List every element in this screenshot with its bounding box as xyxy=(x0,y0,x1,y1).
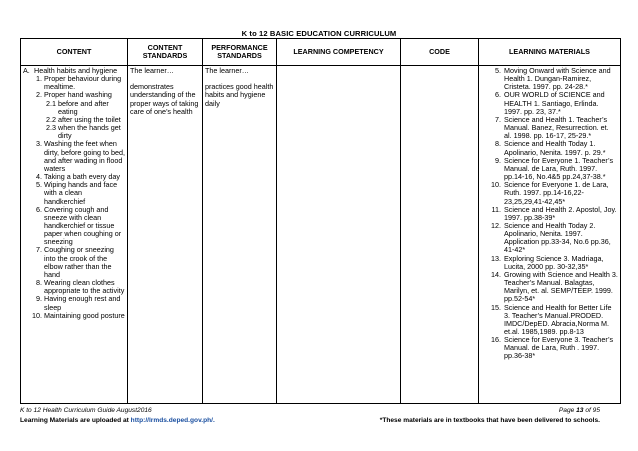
content-item-number: 2.1 xyxy=(46,98,56,108)
learning-material-number: 5. xyxy=(495,66,501,75)
content-standards-cell xyxy=(128,66,203,404)
learning-material-item xyxy=(481,67,618,91)
content-standards-lead: The learner… xyxy=(130,66,174,75)
learning-material-number: 13. xyxy=(491,253,501,263)
content-list-item xyxy=(31,206,125,247)
learning-material-number: 15. xyxy=(491,302,501,312)
content-item-text: Having enough rest and sleep xyxy=(44,294,121,312)
performance-standards-cell xyxy=(203,66,277,404)
learning-material-item xyxy=(481,181,618,205)
learning-material-text: Science and Health 1. Teacher’s Manual. Banez, Resurrection. et. al. 1998. pp. 16-17, 25-29.* xyxy=(504,114,609,141)
table-row xyxy=(21,66,621,404)
learning-material-text: OUR WORLD of SCIENCE and HEALTH 1. Santiago, Erlinda. 1997. pp. 23, 37.* xyxy=(504,90,605,116)
content-item-number: 2.3 xyxy=(46,123,56,133)
content-item-text: Proper hand washing xyxy=(44,90,112,100)
footer-page-number xyxy=(559,407,600,414)
learning-material-number: 14. xyxy=(491,269,501,279)
content-item-number: 4. xyxy=(36,172,42,182)
learning-material-number: 11. xyxy=(491,204,501,214)
learning-material-item xyxy=(481,336,618,360)
col-header-content: CONTENT xyxy=(21,39,128,66)
col-header-learning-materials: LEARNING MATERIALS xyxy=(479,39,621,66)
content-item-number: 7. xyxy=(36,245,42,255)
performance-standards-lead: The learner… xyxy=(205,66,249,75)
footer-textbook-note: *These materials are in textbooks that have been delivered to schools. xyxy=(379,417,600,424)
content-items xyxy=(23,75,125,320)
learning-material-number: 9. xyxy=(495,155,501,165)
content-item-number: 2. xyxy=(36,90,42,100)
col-header-performance-standards: PERFORMANCE STANDARDS xyxy=(203,39,277,66)
page-num: 13 xyxy=(576,407,584,414)
learning-material-text: Science for Everyone 3. Teacher’s Manual. de Lara, Ruth . 1997. pp.36-38* xyxy=(504,335,614,361)
content-cell xyxy=(21,66,128,404)
content-standards-text: demonstrates understanding of the proper ways of taking care of one’s health xyxy=(130,82,199,116)
lrmds-link[interactable]: http://lrmds.deped.gov.ph/. xyxy=(130,417,215,424)
content-list-item xyxy=(31,312,125,320)
learning-material-item xyxy=(481,116,618,140)
learning-competency-cell xyxy=(277,66,401,404)
content-list-item xyxy=(31,279,125,295)
learning-material-text: Exploring Science 3. Madriaga, Lucita, 2000 pp. 30-32,35* xyxy=(504,253,604,271)
learning-material-number: 16. xyxy=(491,335,501,345)
learning-material-number: 12. xyxy=(491,220,501,230)
content-item-text: Taking a bath every day xyxy=(44,172,120,182)
content-list-item xyxy=(31,181,125,205)
content-list-item xyxy=(31,295,125,311)
learning-materials-cell xyxy=(479,66,621,404)
learning-material-item xyxy=(481,91,618,115)
col-header-content-standards: CONTENT STANDARDS xyxy=(128,39,203,66)
learning-material-item xyxy=(481,206,618,222)
learning-material-text: Growing with Science and Health 3. Teacher’s Manual. Balagtas, Marilyn, et. al. SEMP/TEEP. 1999. pp.52-54* xyxy=(504,269,618,304)
col-header-learning-competency: LEARNING COMPETENCY xyxy=(277,39,401,66)
learning-material-number: 6. xyxy=(495,90,501,100)
learning-material-text: Science for Everyone 1. de Lara, Ruth. 1997. pp.14-16,22-23,25,29,41-42,45* xyxy=(504,180,609,206)
curriculum-table xyxy=(20,38,621,404)
learning-material-number: 8. xyxy=(495,139,501,149)
page-suffix: of 95 xyxy=(585,407,600,414)
content-item-number: 1. xyxy=(36,74,42,84)
content-item-number: 3. xyxy=(36,139,42,149)
performance-standards-text: practices good health habits and hygiene daily xyxy=(205,82,274,108)
content-list-item xyxy=(31,124,125,140)
col-header-code: CODE xyxy=(401,39,479,66)
code-cell xyxy=(401,66,479,404)
content-item-number: 5. xyxy=(36,180,42,190)
learning-material-text: Science and Health 2. Apostol, Joy. 1997. pp.38-39* xyxy=(504,204,617,222)
content-item-number: 6. xyxy=(36,204,42,214)
content-item-text: Wiping hands and face with a clean handkerchief xyxy=(44,180,118,206)
content-item-number: 10. xyxy=(32,310,42,320)
content-item-text: Covering cough and sneeze with clean handkerchief or tissue paper when coughing or sneezing xyxy=(44,204,122,247)
learning-material-item xyxy=(481,222,618,255)
table-header-row xyxy=(21,39,621,66)
page-title: K to 12 BASIC EDUCATION CURRICULUM xyxy=(241,29,397,38)
learning-materials-list xyxy=(481,67,618,361)
content-item-text: when the hands get dirty xyxy=(58,123,121,141)
content-item-text: Maintaining good posture xyxy=(44,310,125,320)
learning-material-text: Science for Everyone 1. Teacher’s Manual. de Lara, Ruth. 1997. pp.14-16, No.4&5 pp.24,37-38.* xyxy=(504,155,614,182)
learning-material-number: 7. xyxy=(495,114,501,124)
content-marker: A. xyxy=(23,66,30,75)
learning-material-item xyxy=(481,157,618,181)
learning-material-item xyxy=(481,304,618,337)
content-list-item xyxy=(31,140,125,173)
content-list-item xyxy=(31,100,125,116)
footer-upload-note xyxy=(20,417,215,424)
learning-material-item xyxy=(481,271,618,304)
page-prefix: Page xyxy=(558,407,575,414)
learning-material-text: Science and Health for Better Life 3. Teacher’s Manual.PRODED. IMDC/DepED. Abracia,Norma M. et.al. 1985,1989. pp.8-13 xyxy=(504,302,612,336)
content-item-text: before and after eating xyxy=(58,98,109,116)
content-item-text: Coughing or sneezing into the crook of the elbow rather than the hand xyxy=(44,245,114,279)
learning-material-item xyxy=(481,255,618,271)
content-item-number: 8. xyxy=(36,278,42,288)
upload-text: Learning Materials are uploaded at xyxy=(20,417,129,424)
content-item-text: Proper behaviour during mealtime. xyxy=(44,74,122,92)
content-list-item xyxy=(31,75,125,91)
content-item-number: 9. xyxy=(36,294,42,304)
learning-material-text: Moving Onward with Science and Health 1. Dungan-Ramirez, Cristeta. 1997. pp. 24-28.* xyxy=(504,66,611,92)
content-heading-text: Health habits and hygiene xyxy=(34,66,118,75)
content-item-number: 2.2 xyxy=(46,114,56,124)
footer-guide: K to 12 Health Curriculum Guide August2016 xyxy=(20,407,152,414)
content-item-text: after using the toilet xyxy=(58,114,121,124)
learning-material-text: Science and Health Today 2. Apolinario, Nenita. 1997. Application pp.33-34, No.6 pp.36, 41-42* xyxy=(504,220,611,255)
content-list-item xyxy=(31,246,125,279)
learning-material-item xyxy=(481,140,618,156)
content-item-text: Wearing clean clothes appropriate to the activity xyxy=(44,278,125,296)
content-item-text: Washing the feet when dirty, before going to bed, and after wading in flood waters xyxy=(44,139,125,173)
learning-material-number: 10. xyxy=(491,180,501,190)
learning-material-text: Science and Health Today 1. Apolinario, Nenita. 1997. p. 29.* xyxy=(504,139,606,157)
